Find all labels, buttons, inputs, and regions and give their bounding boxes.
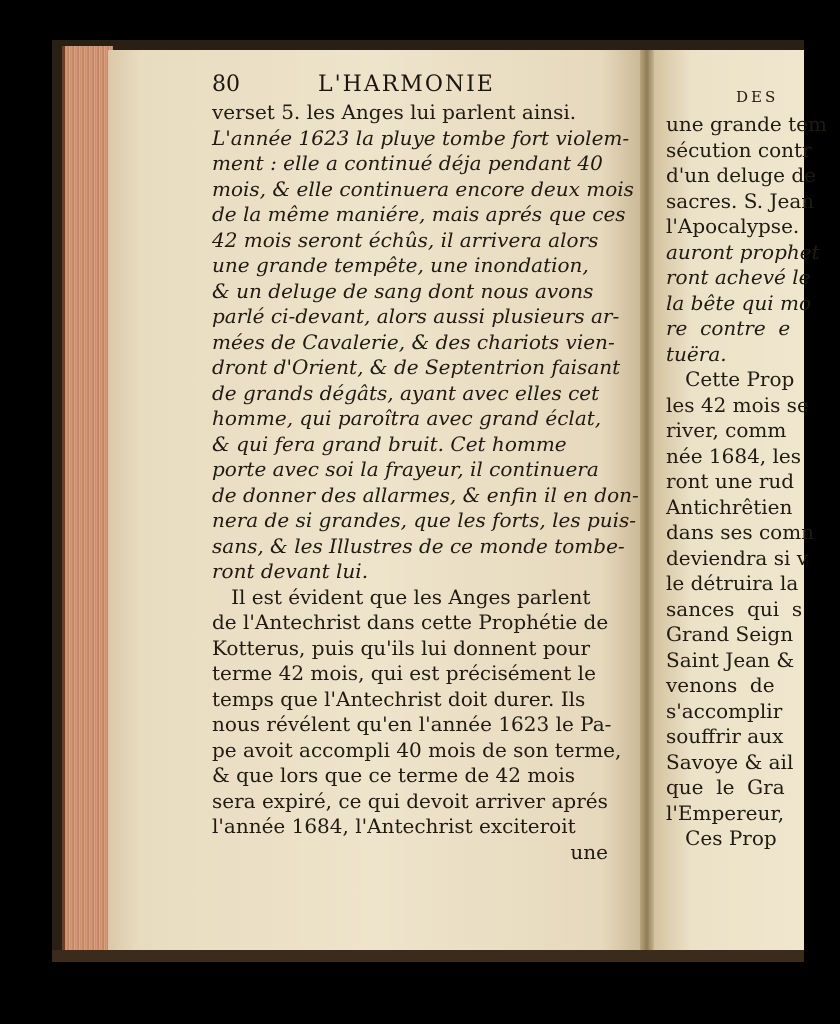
right-text-line: Grand Seign bbox=[666, 622, 794, 646]
text-line: de donner des allarmes, & enfin il en don- bbox=[212, 482, 639, 507]
text-line: sera expiré, ce qui devoit arriver aprés bbox=[212, 788, 608, 813]
text-line: homme, qui paroîtra avec grand éclat, bbox=[212, 406, 602, 430]
right-text-line: ront une rud bbox=[666, 469, 795, 493]
right-text-line: ront achevé le bbox=[666, 265, 811, 289]
catchword: une bbox=[570, 839, 608, 864]
text-line: parlé ci-devant, alors aussi plusieurs ar- bbox=[212, 304, 620, 328]
right-text-line: auront prophet bbox=[666, 239, 820, 264]
text-line: de grands dégâts, ayant avec elles cet bbox=[212, 380, 600, 405]
text-line: verset 5. les Anges lui parlent ainsi. bbox=[212, 100, 577, 124]
right-text-line: l'Empereur, bbox=[666, 800, 785, 825]
left-page-text bbox=[212, 100, 639, 865]
right-text-line: Ces Prop bbox=[666, 826, 777, 850]
running-head: L'HARMONIE bbox=[318, 72, 495, 97]
book-gutter bbox=[640, 50, 654, 952]
right-text-line: l'Apocalypse. bbox=[666, 214, 800, 238]
right-text-line: sances qui s bbox=[666, 596, 803, 621]
text-line: pe avoit accompli 40 mois de son terme, bbox=[212, 737, 622, 762]
right-text-line: d'un deluge de bbox=[666, 163, 816, 187]
right-text-line: souffrir aux bbox=[666, 724, 784, 748]
text-line: de l'Antechrist dans cette Prophétie de bbox=[212, 610, 609, 634]
text-line: porte avec soi la frayeur, il continuera bbox=[212, 457, 599, 481]
text-line: & que lors que ce terme de 42 mois bbox=[212, 763, 575, 787]
page-edges bbox=[62, 46, 113, 950]
right-text-line: la bête qui mo bbox=[666, 290, 811, 315]
text-line: & qui fera grand bruit. Cet homme bbox=[212, 431, 567, 456]
right-text-line: deviendra si v bbox=[666, 545, 809, 570]
right-text-line: Saint Jean & bbox=[666, 647, 795, 672]
text-line: Kotterus, puis qu'ils lui donnent pour bbox=[212, 635, 591, 660]
text-line: & un deluge de sang dont nous avons bbox=[212, 278, 594, 303]
text-line: l'année 1684, l'Antechrist exciteroit bbox=[212, 814, 576, 838]
right-text-line: Antichrêtien bbox=[666, 494, 793, 519]
right-text-line: re contre e bbox=[666, 316, 791, 340]
right-page-text bbox=[666, 112, 840, 852]
text-line: mois, & elle continuera encore deux mois bbox=[212, 176, 634, 201]
right-text-line: le détruira la bbox=[666, 571, 799, 595]
text-line: ront devant lui. bbox=[212, 559, 369, 583]
text-line: sans, & les Illustres de ce monde tombe- bbox=[212, 533, 625, 558]
page-number: 80 bbox=[212, 72, 240, 97]
text-line: 42 mois seront échûs, il arrivera alors bbox=[212, 227, 599, 252]
text-line: mées de Cavalerie, & des chariots vien- bbox=[212, 329, 615, 354]
text-line: nera de si grandes, que les forts, les puis- bbox=[212, 508, 637, 532]
text-line: terme 42 mois, qui est précisément le bbox=[212, 661, 596, 685]
text-line: temps que l'Antechrist doit durer. Ils bbox=[212, 686, 586, 711]
text-line: une grande tempête, une inondation, bbox=[212, 253, 589, 277]
right-text-line: une grande tem bbox=[666, 112, 827, 136]
right-text-line: s'accomplir bbox=[666, 698, 783, 723]
text-line: dront d'Orient, & de Septentrion faisant bbox=[212, 355, 621, 379]
right-running-head: DES bbox=[736, 88, 779, 106]
right-text-line: venons de bbox=[666, 673, 775, 697]
right-text-line: sécution contr bbox=[666, 137, 812, 162]
right-text-line: sacres. S. Jean bbox=[666, 188, 815, 213]
text-line: L'année 1623 la pluye tombe fort violem- bbox=[212, 125, 630, 150]
right-text-line: Cette Prop bbox=[666, 367, 795, 391]
text-line: ment : elle a continué déja pendant 40 bbox=[212, 151, 603, 175]
right-text-line: que le Gra bbox=[666, 775, 785, 799]
book-bottom-edge bbox=[52, 950, 804, 962]
right-text-line: les 42 mois se bbox=[666, 392, 809, 417]
right-text-line: Savoye & ail bbox=[666, 749, 794, 774]
right-text-line: river, comm bbox=[666, 418, 787, 442]
right-text-line: née 1684, les bbox=[666, 443, 802, 468]
text-line: Il est évident que les Anges parlent bbox=[212, 584, 591, 609]
text-line: nous révélent qu'en l'année 1623 le Pa- bbox=[212, 712, 612, 736]
right-text-line: dans ses comn bbox=[666, 520, 815, 544]
right-text-line: tuëra. bbox=[666, 341, 727, 366]
text-line: de la même maniére, mais aprés que ces bbox=[212, 202, 626, 226]
